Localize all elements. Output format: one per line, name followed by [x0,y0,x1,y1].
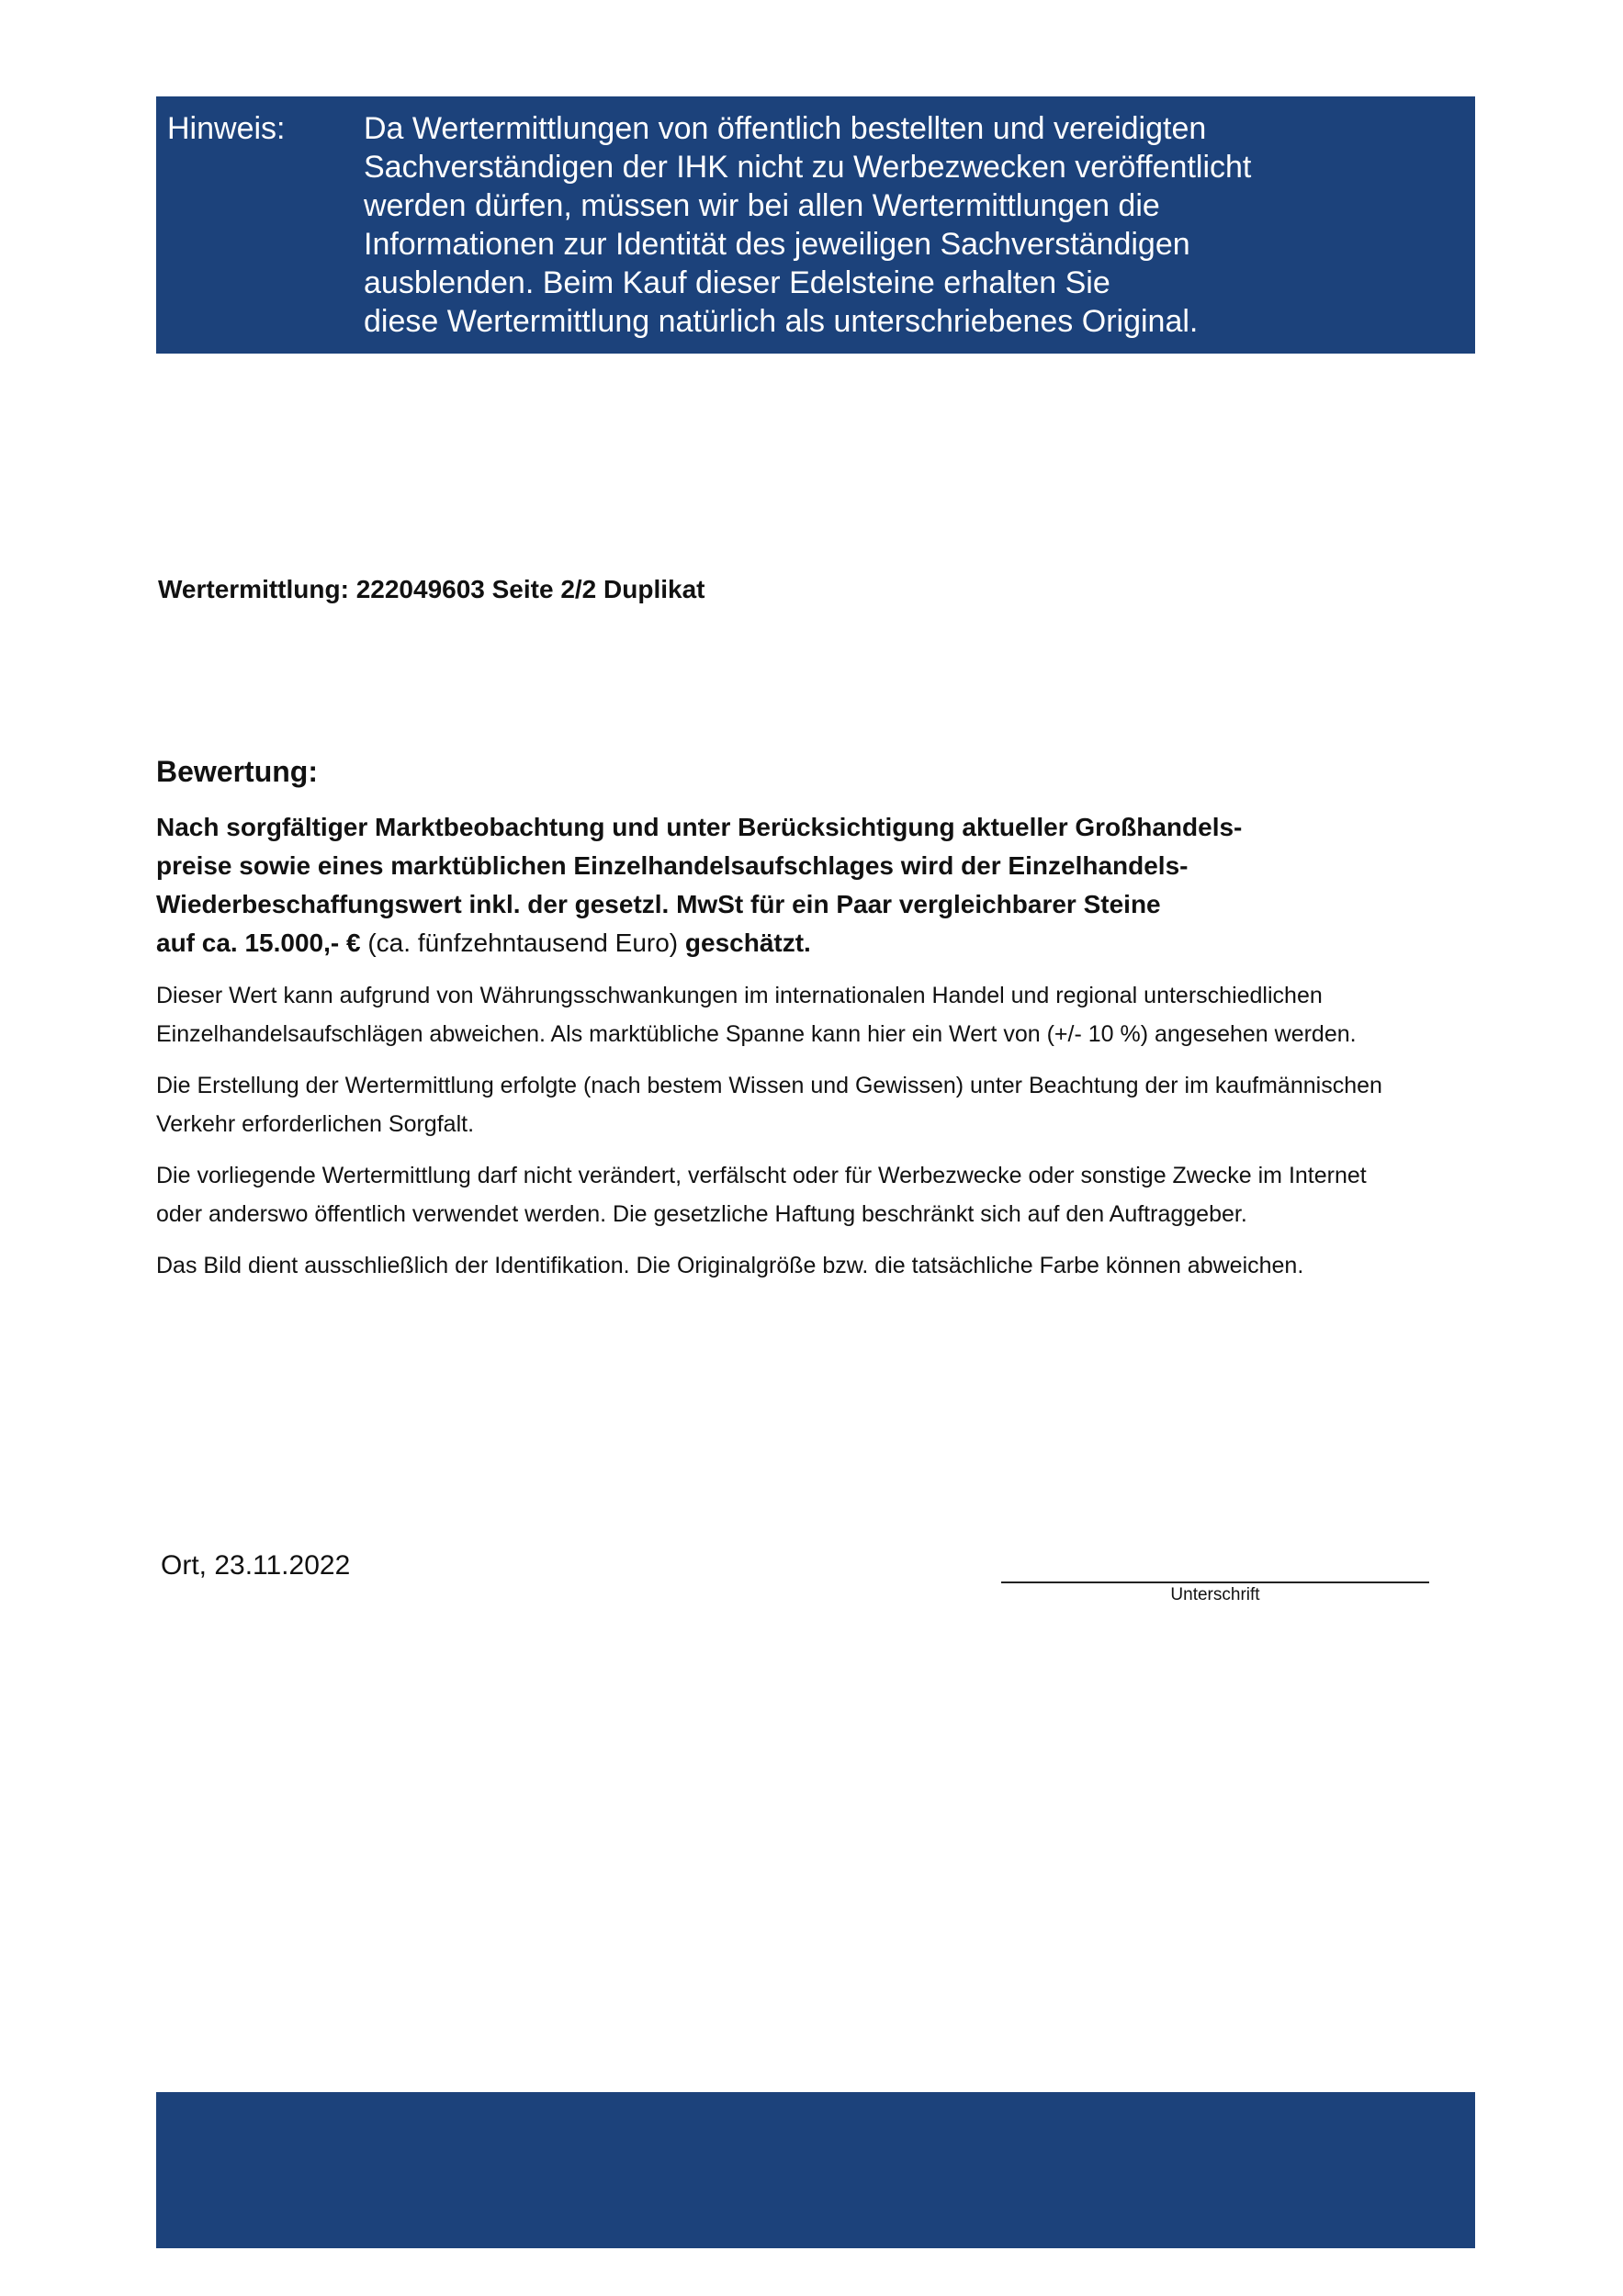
notice-banner [156,96,1475,354]
paragraph-usage-restriction [156,1156,1479,1233]
paragraph-line: Die Erstellung der Wertermittlung erfolgte (nach bestem Wissen und Gewissen) unter Beachtung der im kaufmännischen [156,1073,1382,1098]
valuation-line: Nach sorgfältiger Marktbeobachtung und unter Berücksichtigung aktueller Großhandels- [156,813,1243,841]
valuation-amount: auf ca. 15.000,- € [156,929,361,957]
signature-line [1001,1581,1429,1583]
paragraph-currency-fluctuation [156,976,1479,1053]
notice-line: ausblenden. Beim Kauf dieser Edelsteine erhalten Sie [364,265,1110,300]
footer-banner [156,2092,1475,2248]
document-reference: Wertermittlung: 222049603 Seite 2/2 Duplikat [158,575,705,603]
paragraph-line: Dieser Wert kann aufgrund von Währungsschwankungen im internationalen Handel und regional unterschiedlichen [156,983,1323,1008]
notice-line: diese Wertermittlung natürlich als unterschriebenes Original. [364,304,1199,339]
signature-label: Unterschrift [1170,1585,1260,1604]
notice-line: Informationen zur Identität des jeweiligen Sachverständigen [364,227,1190,262]
valuation-heading: Bewertung: [156,755,318,788]
valuation-last-line [156,924,1460,962]
valuation-amount-words: (ca. fünfzehntausend Euro) [360,929,685,957]
notice-text [364,109,1448,341]
paragraph-line: Die vorliegende Wertermittlung darf nicht verändert, verfälscht oder für Werbezwecke oder sonstige Zwecke im Internet [156,1163,1367,1188]
place-date: Ort, 23.11.2022 [161,1550,351,1581]
paragraph-line: oder anderswo öffentlich verwendet werden. Die gesetzliche Haftung beschränkt sich auf den Auftraggeber. [156,1201,1247,1227]
valuation-estimated: geschätzt. [684,929,811,957]
valuation-line: Wiederbeschaffungswert inkl. der gesetzl. MwSt für ein Paar vergleichbarer Steine [156,890,1161,918]
notice-label: Hinweis: [167,111,286,146]
notice-line: werden dürfen, müssen wir bei allen Wertermittlungen die [364,188,1160,223]
notice-line: Da Wertermittlungen von öffentlich bestellten und vereidigten [364,111,1207,146]
paragraph-image-disclaimer [156,1246,1479,1285]
paragraph-diligence [156,1066,1479,1143]
notice-line: Sachverständigen der IHK nicht zu Werbezwecken veröffentlicht [364,150,1252,185]
valuation-statement [156,808,1460,962]
paragraph-line: Einzelhandelsaufschlägen abweichen. Als marktübliche Spanne kann hier ein Wert von (+/- 10 %) angesehen werden. [156,1021,1357,1047]
paragraph-line: Verkehr erforderlichen Sorgfalt. [156,1111,475,1137]
paragraph-line: Das Bild dient ausschließlich der Identifikation. Die Originalgröße bzw. die tatsächliche Farbe können abweichen. [156,1253,1304,1278]
valuation-line: preise sowie eines marktüblichen Einzelhandelsaufschlages wird der Einzelhandels- [156,851,1189,880]
